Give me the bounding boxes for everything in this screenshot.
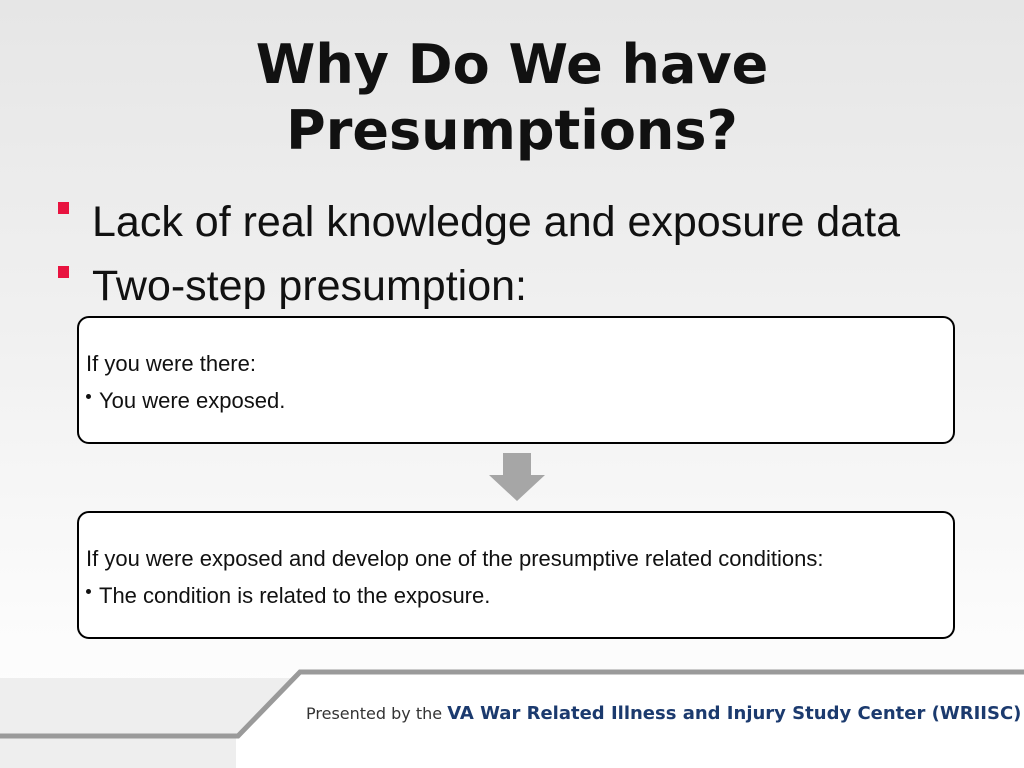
bullet-item	[56, 254, 900, 318]
footer-credit	[306, 703, 1021, 724]
step-1-point-text: You were exposed.	[99, 388, 286, 413]
bullet-list	[56, 190, 900, 318]
footer-organization: VA War Related Illness and Injury Study Center (WRIISC)	[447, 703, 1022, 724]
slide-title-line-1: Why Do We have	[255, 33, 769, 96]
bullet-square-icon	[58, 202, 69, 214]
step-2-heading: If you were exposed and develop one of the presumptive related conditions:	[86, 546, 824, 571]
step-1-point	[86, 388, 285, 414]
bullet-item	[56, 190, 900, 254]
bullet-dot-icon	[86, 589, 91, 594]
step-1-box	[77, 316, 955, 444]
slide-title	[0, 32, 1024, 164]
bullet-dot-icon	[86, 394, 91, 399]
bullet-square-icon	[58, 266, 69, 278]
step-2-box	[77, 511, 955, 639]
step-2-point	[86, 583, 490, 609]
step-1-heading: If you were there:	[86, 351, 256, 376]
footer-prefix: Presented by the	[306, 704, 443, 723]
down-arrow-icon	[487, 453, 547, 503]
bullet-text: Lack of real knowledge and exposure data	[92, 198, 900, 246]
step-2-point-text: The condition is related to the exposure.	[99, 583, 491, 608]
bullet-text: Two-step presumption:	[92, 262, 527, 310]
slide-title-line-2: Presumptions?	[286, 99, 738, 162]
